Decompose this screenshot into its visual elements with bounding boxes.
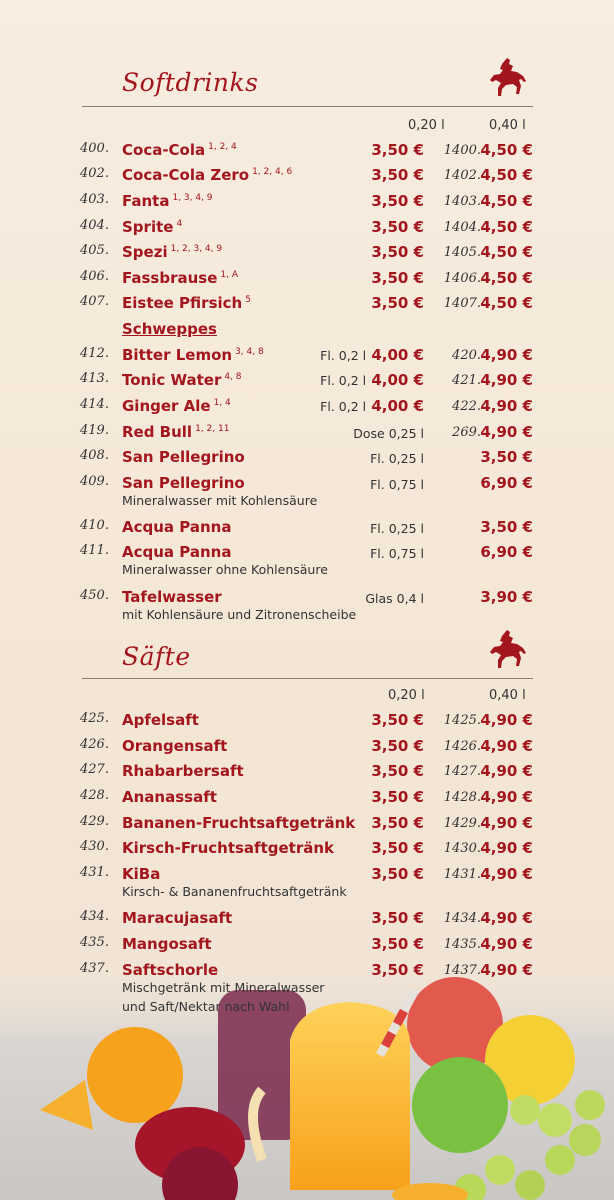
horse-rider-icon bbox=[487, 628, 529, 670]
saefte-rule bbox=[82, 678, 533, 679]
size-header-small: 0,20 l bbox=[408, 118, 445, 133]
size-header-large: 0,40 l bbox=[489, 688, 526, 703]
horse-rider-icon bbox=[487, 56, 529, 98]
softdrinks-title: Softdrinks bbox=[122, 68, 259, 97]
saefte-title: Säfte bbox=[122, 642, 191, 671]
size-header-small: 0,20 l bbox=[388, 688, 425, 703]
size-header-large: 0,40 l bbox=[489, 118, 526, 133]
schweppes-heading: Schweppes bbox=[122, 320, 217, 338]
softdrinks-rule bbox=[82, 106, 533, 107]
juice-fruit-photo bbox=[0, 960, 614, 1200]
